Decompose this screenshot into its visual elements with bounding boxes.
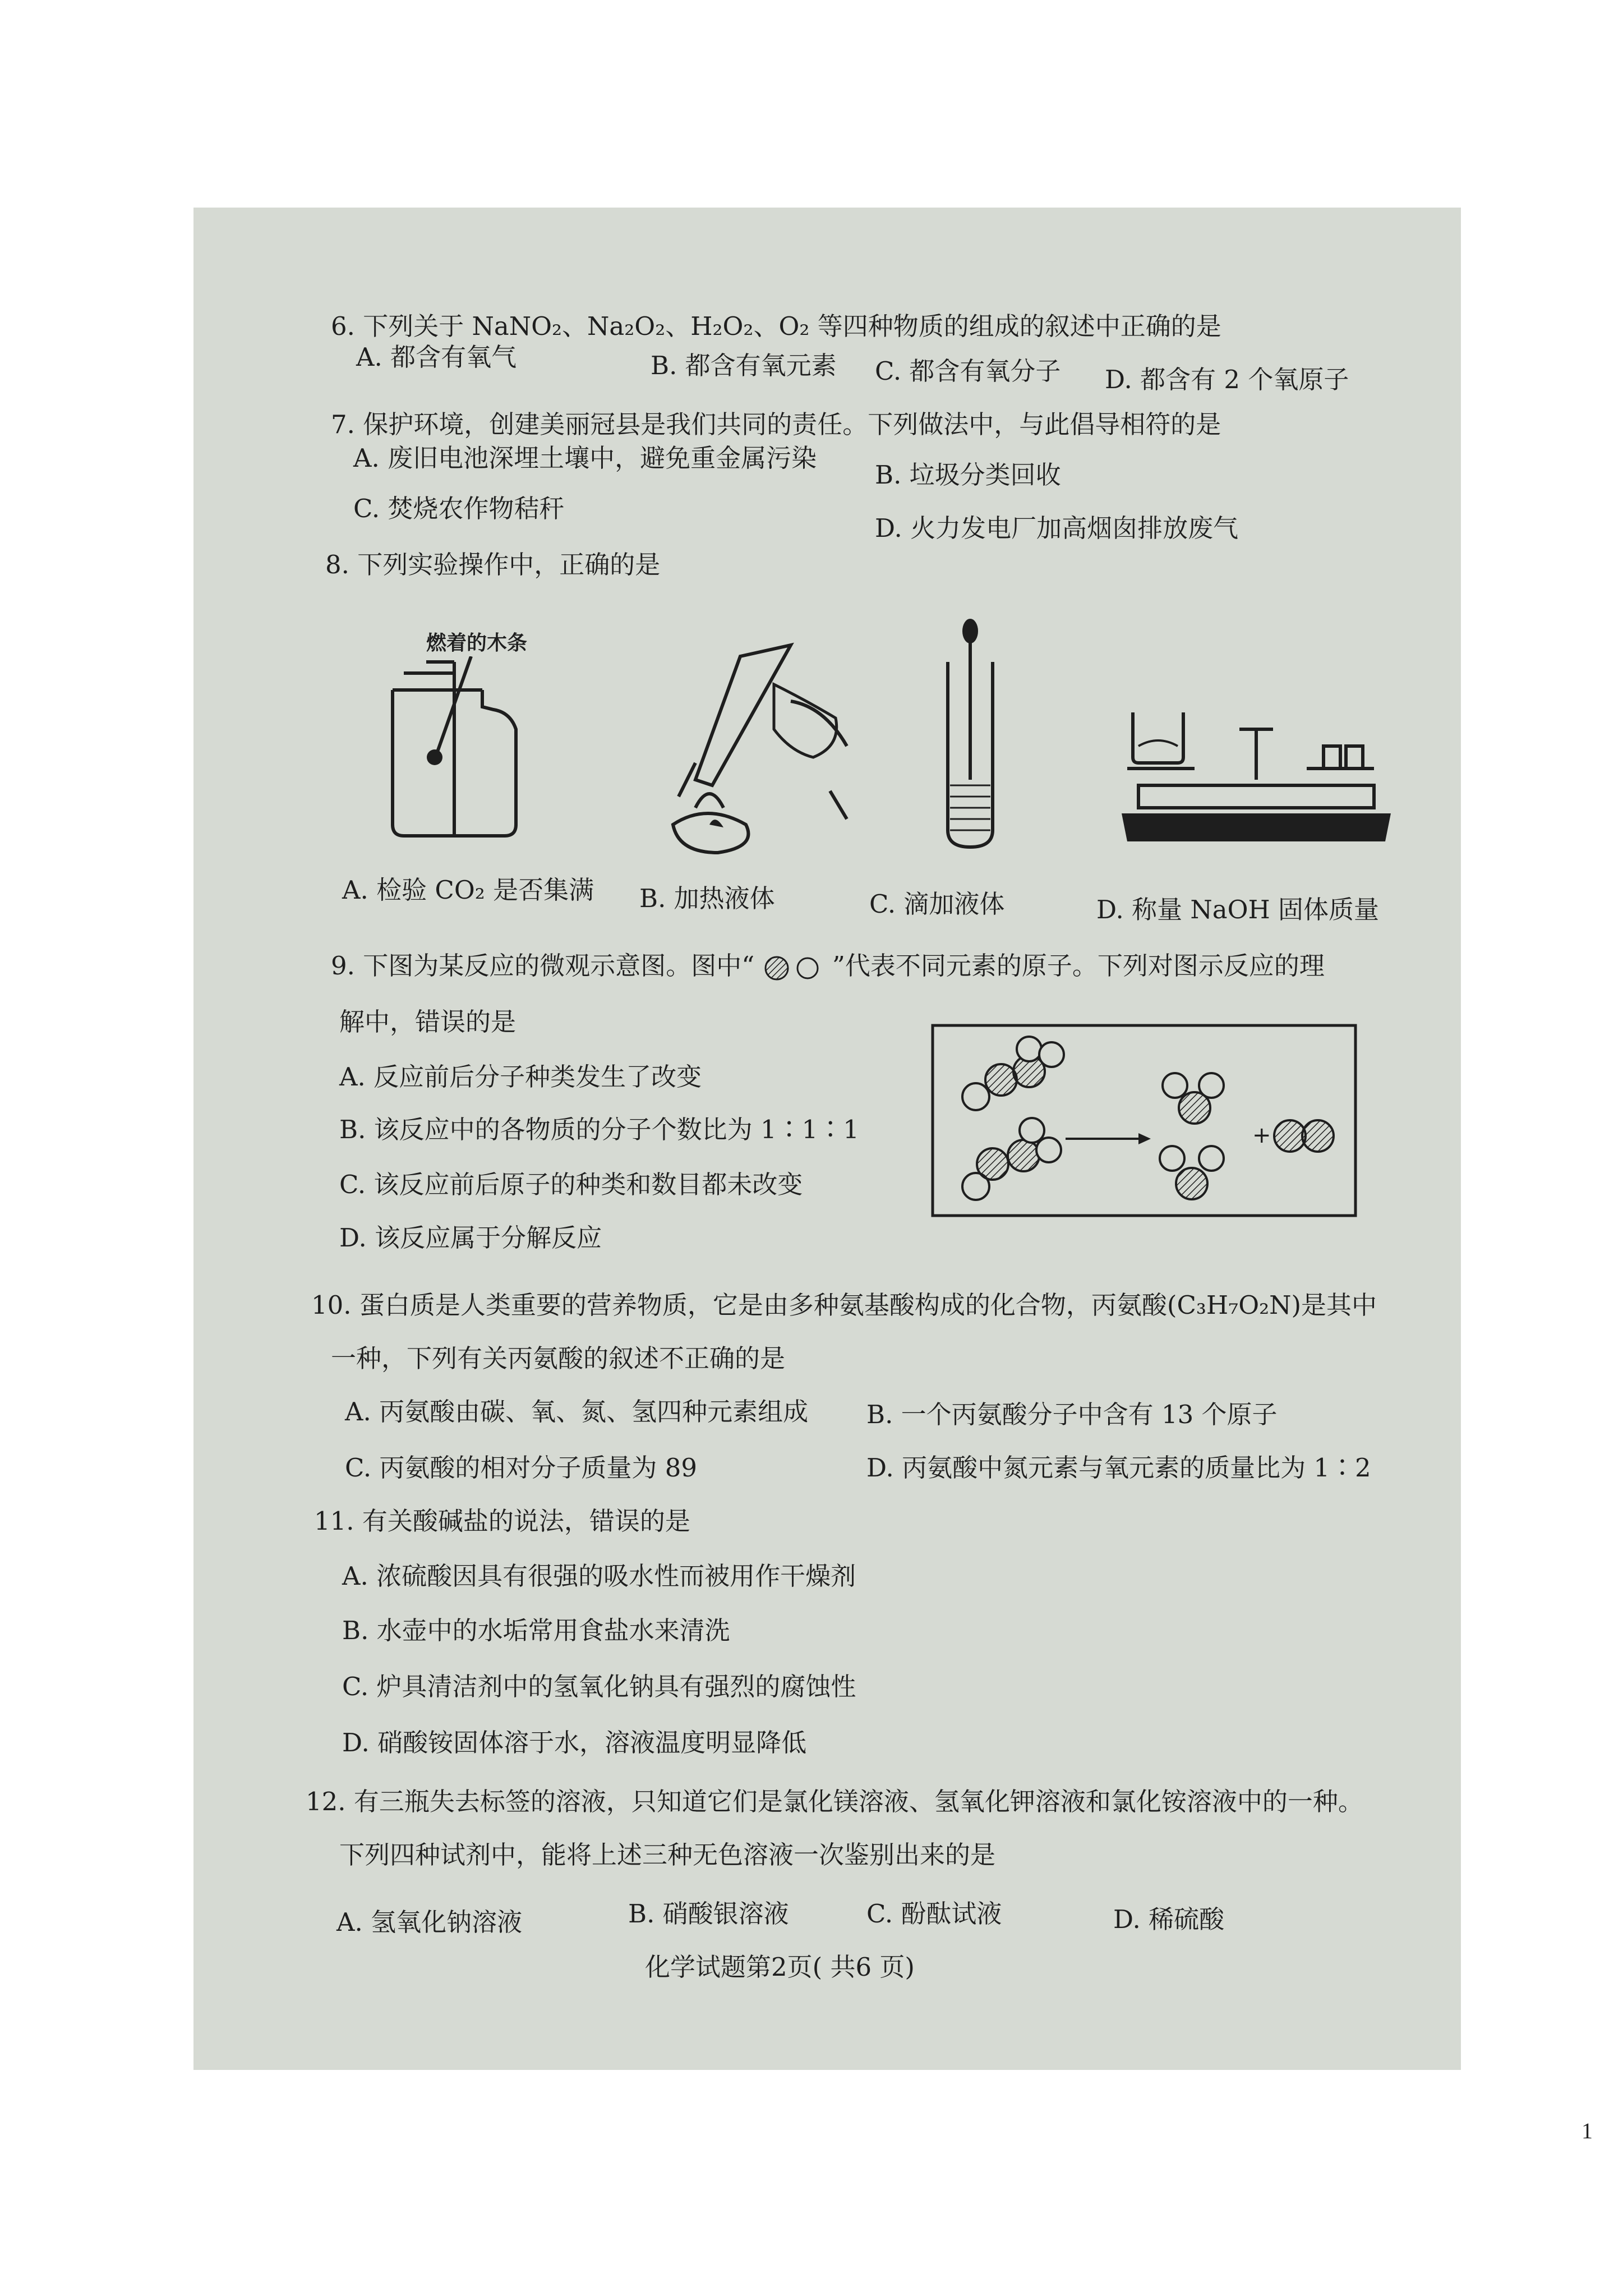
q9-option-b: B. 该反应中的各物质的分子个数比为 1∶1∶1 (339, 1115, 859, 1144)
q11-option-c: C. 炉具清洁剂中的氢氧化钠具有强烈的腐蚀性 (342, 1672, 856, 1701)
q6-stem: 6. 下列关于 NaNO₂、Na₂O₂、H₂O₂、O₂ 等四种物质的组成的叙述中正确的是 (331, 311, 1221, 341)
q11-stem: 11. 有关酸碱盐的说法，错误的是 (314, 1506, 690, 1536)
exam-footer: 化学试题第2页( 共6 页) (645, 1952, 915, 1982)
atom-legend-icon (763, 954, 824, 982)
figure-c-dropper (931, 617, 1009, 853)
q10-option-d: D. 丙氨酸中氮元素与氧元素的质量比为 1∶2 (866, 1453, 1371, 1483)
q12-stem-line2: 下列四种试剂中，能将上述三种无色溶液一次鉴别出来的是 (339, 1840, 996, 1870)
figure-b-heating-liquid (662, 639, 852, 864)
reaction-diagram (931, 1024, 1357, 1217)
q10-option-a: A. 丙氨酸由碳、氧、氮、氢四种元素组成 (345, 1397, 809, 1427)
q9-option-d: D. 该反应属于分解反应 (339, 1223, 602, 1253)
q10-option-c: C. 丙氨酸的相对分子质量为 89 (345, 1453, 698, 1483)
q10-option-b: B. 一个丙氨酸分子中含有 13 个原子 (866, 1400, 1278, 1429)
q11-option-a: A. 浓硫酸因具有很强的吸水性而被用作干燥剂 (342, 1561, 856, 1591)
q8-stem: 8. 下列实验操作中，正确的是 (325, 550, 661, 579)
q8-option-d: D. 称量 NaOH 固体质量 (1096, 895, 1380, 924)
q8-option-b: B. 加热液体 (639, 884, 775, 913)
q12-option-d: D. 稀硫酸 (1113, 1904, 1225, 1934)
q9-option-a: A. 反应前后分子种类发生了改变 (339, 1062, 702, 1092)
q8-figure-label: 燃着的木条 (426, 631, 528, 655)
q10-stem-line2: 一种，下列有关丙氨酸的叙述不正确的是 (331, 1343, 786, 1373)
q7-option-b: B. 垃圾分类回收 (875, 460, 1061, 490)
q10-formula: C₃H₇O₂N (1177, 1290, 1292, 1320)
q9-stem-line1: 9. 下图为某反应的微观示意图。图中“ ”代表不同元素的原子。下列对图示反应的理 (331, 951, 1325, 982)
q7-stem: 7. 保护环境，创建美丽冠县是我们共同的责任。下列做法中，与此倡导相符的是 (331, 409, 1221, 439)
q6-formulas: NaNO₂、Na₂O₂、H₂O₂、O₂ (472, 311, 810, 341)
q9-stem-line2: 解中，错误的是 (339, 1007, 517, 1037)
q11-option-d: D. 硝酸铵固体溶于水，溶液温度明显降低 (342, 1728, 807, 1757)
q9-option-c: C. 该反应前后原子的种类和数目都未改变 (339, 1170, 803, 1199)
q7-option-d: D. 火力发电厂加高烟囱排放废气 (875, 513, 1239, 543)
q11-option-b: B. 水壶中的水垢常用食盐水来清洗 (342, 1616, 730, 1645)
reaction-plus-sign: + (1252, 1122, 1271, 1148)
q12-stem-line1: 12. 有三瓶失去标签的溶液，只知道它们是氯化镁溶液、氢氧化钾溶液和氯化铵溶液中的一种。 (306, 1787, 1363, 1816)
q8-option-a: A. 检验 CO₂ 是否集满 (342, 875, 594, 905)
q6-option-b: B. 都含有氧元素 (651, 351, 837, 380)
q12-option-a: A. 氢氧化钠溶液 (336, 1907, 523, 1937)
figure-d-balance (1116, 707, 1396, 853)
q6-option-c: C. 都含有氧分子 (875, 356, 1061, 386)
page-number: 1 (1581, 2118, 1593, 2143)
figure-a-gas-bottle (370, 656, 538, 847)
q6-option-d: D. 都含有 2 个氧原子 (1105, 365, 1349, 394)
q12-option-b: B. 硝酸银溶液 (628, 1899, 789, 1929)
q6-option-a: A. 都含有氧气 (356, 342, 517, 372)
q7-option-c: C. 焚烧农作物秸秆 (353, 494, 565, 523)
q7-option-a: A. 废旧电池深埋土壤中，避免重金属污染 (353, 443, 817, 473)
q12-option-c: C. 酚酞试液 (866, 1899, 1002, 1929)
q8-option-c: C. 滴加液体 (869, 889, 1005, 919)
q10-stem-line1: 10. 蛋白质是人类重要的营养物质，它是由多种氨基酸构成的化合物，丙氨酸(C₃H₇O₂N)是其中 (311, 1290, 1377, 1320)
